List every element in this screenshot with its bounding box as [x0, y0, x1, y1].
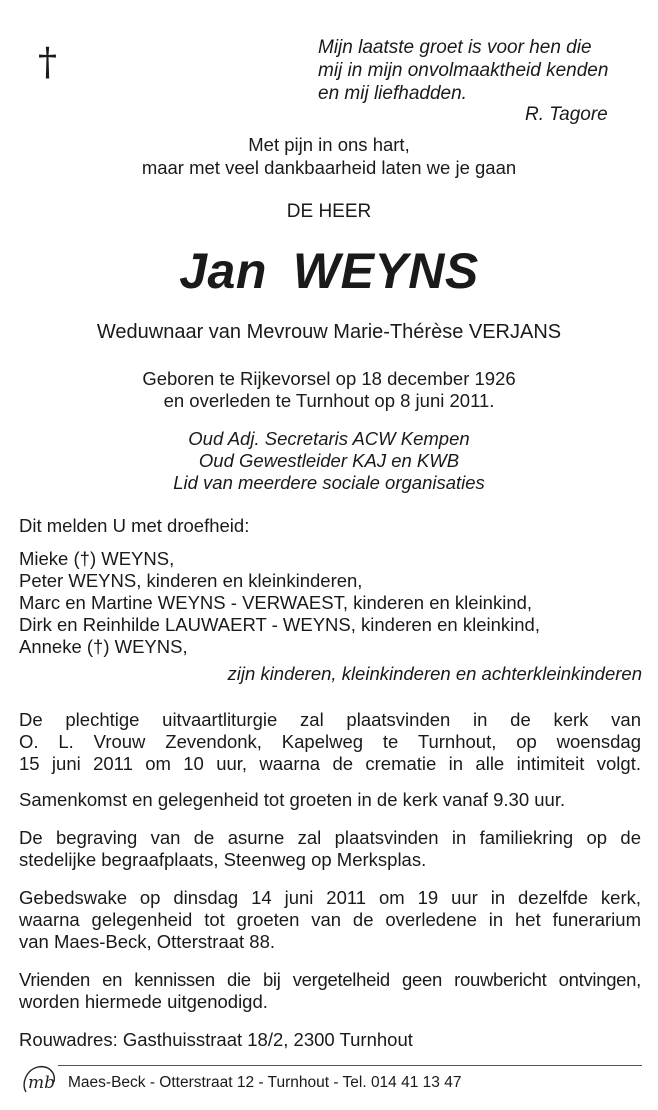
burial-line: De begraving van de asurne zal plaatsvinden in familiekring op de	[19, 827, 641, 848]
maes-beck-logo	[18, 1062, 60, 1098]
liturgy-paragraph	[19, 709, 641, 775]
liturgy-line: 15 juni 2011 om 10 uur, waarna de crematie in alle intimiteit volgt.	[19, 753, 641, 774]
death-line: en overleden te Turnhout op 8 juni 2011.	[163, 390, 495, 411]
family-summary: zijn kinderen, kleinkinderen en achterkleinkinderen	[227, 663, 642, 684]
address-paragraph: Rouwadres: Gasthuisstraat 18/2, 2300 Turnhout	[19, 1029, 413, 1050]
widow-of: Weduwnaar van Mevrouw Marie-Thérèse VERJANS	[96, 321, 562, 343]
family-member: Dirk en Reinhilde LAUWAERT - WEYNS, kinderen en kleinkind,	[19, 614, 540, 635]
burial-line: stedelijke begraafplaats, Steenweg op Merksplas.	[19, 849, 427, 870]
invite-line: Vrienden en kennissen die bij vergetelheid geen rouwbericht ontvingen,	[19, 969, 641, 990]
wake-line: Gebedswake op dinsdag 14 juni 2011 om 19 uur in dezelfde kerk,	[19, 887, 641, 908]
last-name: WEYNS	[292, 243, 479, 299]
title-prefix: DE HEER	[286, 201, 372, 222]
quote-line: Mijn laatste groet is voor hen die	[318, 37, 592, 58]
wake-paragraph	[19, 887, 641, 953]
gathering-paragraph: Samenkomst en gelegenheid tot groeten in de kerk vanaf 9.30 uur.	[19, 789, 566, 810]
burial-paragraph	[19, 827, 641, 871]
liturgy-line: O. L. Vrouw Zevendonk, Kapelweg te Turnhout, op woensdag	[19, 731, 641, 752]
role-line: Oud Gewestleider KAJ en KWB	[198, 450, 460, 471]
logo-text: mb	[28, 1073, 56, 1093]
quote	[318, 36, 608, 105]
invite-paragraph	[19, 969, 641, 1013]
role-line: Lid van meerdere sociale organisaties	[173, 472, 485, 493]
intro-line: Met pijn in ons hart,	[248, 134, 410, 155]
quote-line: mij in mijn onvolmaaktheid kenden	[318, 60, 609, 81]
family-list	[19, 548, 540, 658]
announcement: Dit melden U met droefheid:	[19, 515, 250, 536]
invite-line: worden hiermede uitgenodigd.	[19, 991, 268, 1012]
liturgy-line: De plechtige uitvaartliturgie zal plaatsvinden in de kerk van	[19, 709, 641, 730]
wake-line: waarna gelegenheid tot groeten van de overledene in het funerarium	[19, 909, 641, 930]
wake-line: van Maes-Beck, Otterstraat 88.	[19, 931, 276, 952]
deceased-name	[0, 242, 658, 300]
role-line: Oud Adj. Secretaris ACW Kempen	[188, 428, 470, 449]
intro-line: maar met veel dankbaarheid laten we je gaan	[141, 157, 517, 178]
quote-author: R. Tagore	[525, 104, 608, 125]
birth-line: Geboren te Rijkevorsel op 18 december 1926	[142, 368, 516, 389]
family-member: Mieke (†) WEYNS,	[19, 548, 175, 569]
family-member: Anneke (†) WEYNS,	[19, 636, 188, 657]
first-name: Jan	[179, 243, 267, 299]
footer-text: Maes-Beck - Otterstraat 12 - Turnhout - Tel. 014 41 13 47	[68, 1074, 462, 1091]
footer-divider	[58, 1065, 642, 1066]
family-member: Peter WEYNS, kinderen en kleinkinderen,	[19, 570, 363, 591]
family-member: Marc en Martine WEYNS - VERWAEST, kinderen en kleinkind,	[19, 592, 533, 613]
quote-line: en mij liefhadden.	[318, 83, 467, 104]
cross-icon: †	[38, 40, 57, 84]
